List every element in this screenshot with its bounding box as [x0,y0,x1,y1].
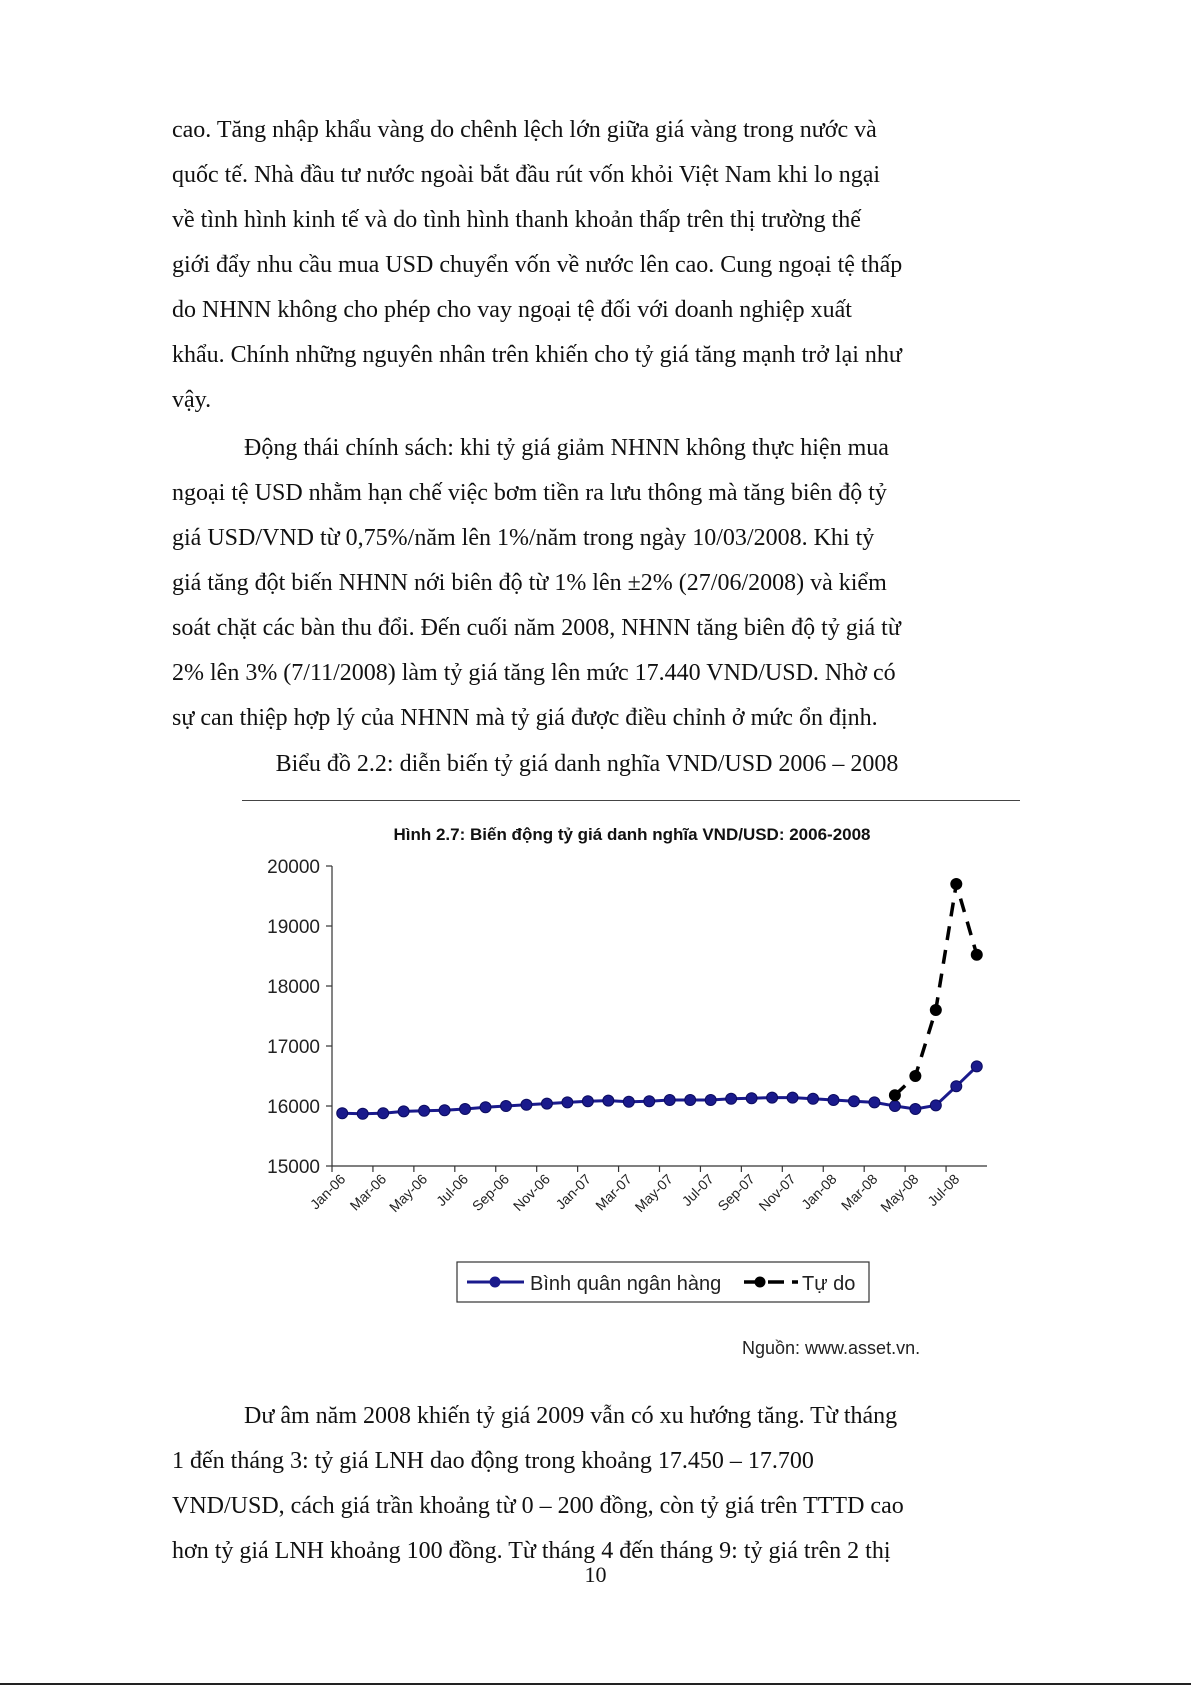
data-point [480,1102,491,1113]
text-line: quốc tế. Nhà đầu tư nước ngoài bắt đầu rút vốn khỏi Việt Nam khi lo ngại [172,162,881,188]
x-tick-label: Nov-06 [509,1170,554,1215]
data-point [541,1098,552,1109]
text-line: hơn tỷ giá LNH khoảng 100 đồng. Từ tháng 4 đến tháng 9: tỷ giá trên 2 thị [172,1538,891,1564]
y-tick-label: 17000 [267,1037,320,1058]
x-tick-label: Sep-07 [714,1170,758,1215]
x-tick-label: May-06 [385,1170,431,1216]
data-point [951,1081,962,1092]
data-point [500,1101,511,1112]
data-point [357,1108,368,1119]
data-point [582,1096,593,1107]
exchange-rate-chart [242,800,1020,1330]
data-point [787,1092,798,1103]
data-point [562,1097,573,1108]
legend-marker-free-market [755,1277,766,1288]
data-point [869,1097,880,1108]
text-line: giá tăng đột biến NHNN nới biên độ từ 1% lên ±2% (27/06/2008) và kiểm [172,570,887,596]
x-tick-label: Jul-06 [432,1170,472,1210]
text-line: soát chặt các bàn thu đổi. Đến cuối năm 2008, NHNN tăng biên độ tỷ giá từ [172,615,901,641]
text-line: giá USD/VND từ 0,75%/năm lên 1%/năm trong ngày 10/03/2008. Khi tỷ [172,525,875,551]
x-tick-label: Jan-07 [552,1170,594,1213]
x-tick-label: Nov-07 [755,1170,799,1215]
x-tick-label: Jul-07 [678,1170,717,1210]
text-line: 2% lên 3% (7/11/2008) làm tỷ giá tăng lên mức 17.440 VND/USD. Nhờ có [172,660,896,686]
data-point [971,949,982,960]
data-point [460,1104,471,1115]
data-point [726,1093,737,1104]
data-point [439,1105,450,1116]
text-line: do NHNN không cho phép cho vay ngoại tệ đối với doanh nghiệp xuất [172,297,852,323]
text-line: giới đẩy nhu cầu mua USD chuyển vốn về nước lên cao. Cung ngoại tệ thấp [172,252,903,278]
legend-label-bank-average: Bình quân ngân hàng [530,1273,722,1295]
x-tick-label: Jul-08 [924,1170,963,1210]
text-line: về tình hình kinh tế và do tình hình thanh khoản thấp trên thị trường thế [172,207,861,233]
series-line-bank-average [342,1066,977,1113]
y-tick-label: 15000 [267,1157,320,1178]
data-point [808,1093,819,1104]
legend-marker-bank-average [490,1277,501,1288]
text-line: Động thái chính sách: khi tỷ giá giảm NHNN không thực hiện mua [244,435,889,461]
page-number: 10 [584,1562,607,1587]
data-point [951,879,962,890]
data-point [603,1095,614,1106]
y-tick-label: 18000 [267,977,320,998]
data-point [910,1071,921,1082]
exchange-rate-figure [242,800,1020,1360]
x-tick-label: Mar-07 [592,1170,635,1214]
figure-source: Nguồn: www.asset.vn. [742,1338,921,1358]
y-tick-label: 20000 [267,857,320,878]
chart-title: Hình 2.7: Biến động tỷ giá danh nghĩa VND/USD: 2006-2008 [393,825,871,844]
data-point [623,1096,634,1107]
data-point [419,1105,430,1116]
data-point [378,1108,389,1119]
x-tick-label: Mar-08 [837,1170,881,1214]
x-tick-label: Jan-08 [798,1170,840,1213]
data-point [910,1104,921,1115]
text-line: Dư âm năm 2008 khiến tỷ giá 2009 vẫn có xu hướng tăng. Từ tháng [244,1403,898,1429]
data-point [398,1106,409,1117]
paragraph-2 [172,426,1002,741]
paragraph-3 [172,1394,1002,1574]
data-point [664,1095,675,1106]
x-tick-label: Jan-06 [306,1170,349,1213]
data-point [930,1005,941,1016]
data-point [828,1095,839,1106]
legend-label-free-market: Tự do [802,1273,856,1295]
text-line: 1 đến tháng 3: tỷ giá LNH dao động trong khoảng 17.450 – 17.700 [172,1448,814,1474]
data-point [521,1099,532,1110]
data-point [930,1100,941,1111]
text-line: sự can thiệp hợp lý của NHNN mà tỷ giá được điều chỉnh ở mức ổn định. [172,705,878,731]
x-tick-label: Sep-06 [468,1170,513,1215]
data-point [889,1101,900,1112]
data-point [685,1095,696,1106]
x-tick-label: Mar-06 [346,1170,390,1214]
y-tick-label: 16000 [267,1097,320,1118]
figure-caption: Biểu đồ 2.2: diễn biến tỷ giá danh nghĩa VND/USD 2006 – 2008 [275,751,899,777]
text-line: khẩu. Chính những nguyên nhân trên khiến cho tỷ giá tăng mạnh trở lại như [172,342,902,368]
text-line: ngoại tệ USD nhằm hạn chế việc bơm tiền ra lưu thông mà tăng biên độ tỷ [172,480,887,506]
data-point [337,1108,348,1119]
series-line-free-market [895,884,977,1095]
data-point [705,1095,716,1106]
x-tick-label: May-08 [877,1170,922,1216]
x-tick-label: May-07 [631,1170,676,1216]
data-point [971,1061,982,1072]
data-point [767,1092,778,1103]
text-line: vậy. [172,387,212,413]
data-point [644,1096,655,1107]
text-line: VND/USD, cách giá trần khoảng từ 0 – 200 đồng, còn tỷ giá trên TTTD cao [172,1493,904,1519]
y-tick-label: 19000 [267,917,320,938]
data-point [746,1093,757,1104]
paragraph-1 [172,108,1002,423]
text-line: cao. Tăng nhập khẩu vàng do chênh lệch lớn giữa giá vàng trong nước và [172,117,877,143]
data-point [848,1096,859,1107]
data-point [889,1090,900,1101]
